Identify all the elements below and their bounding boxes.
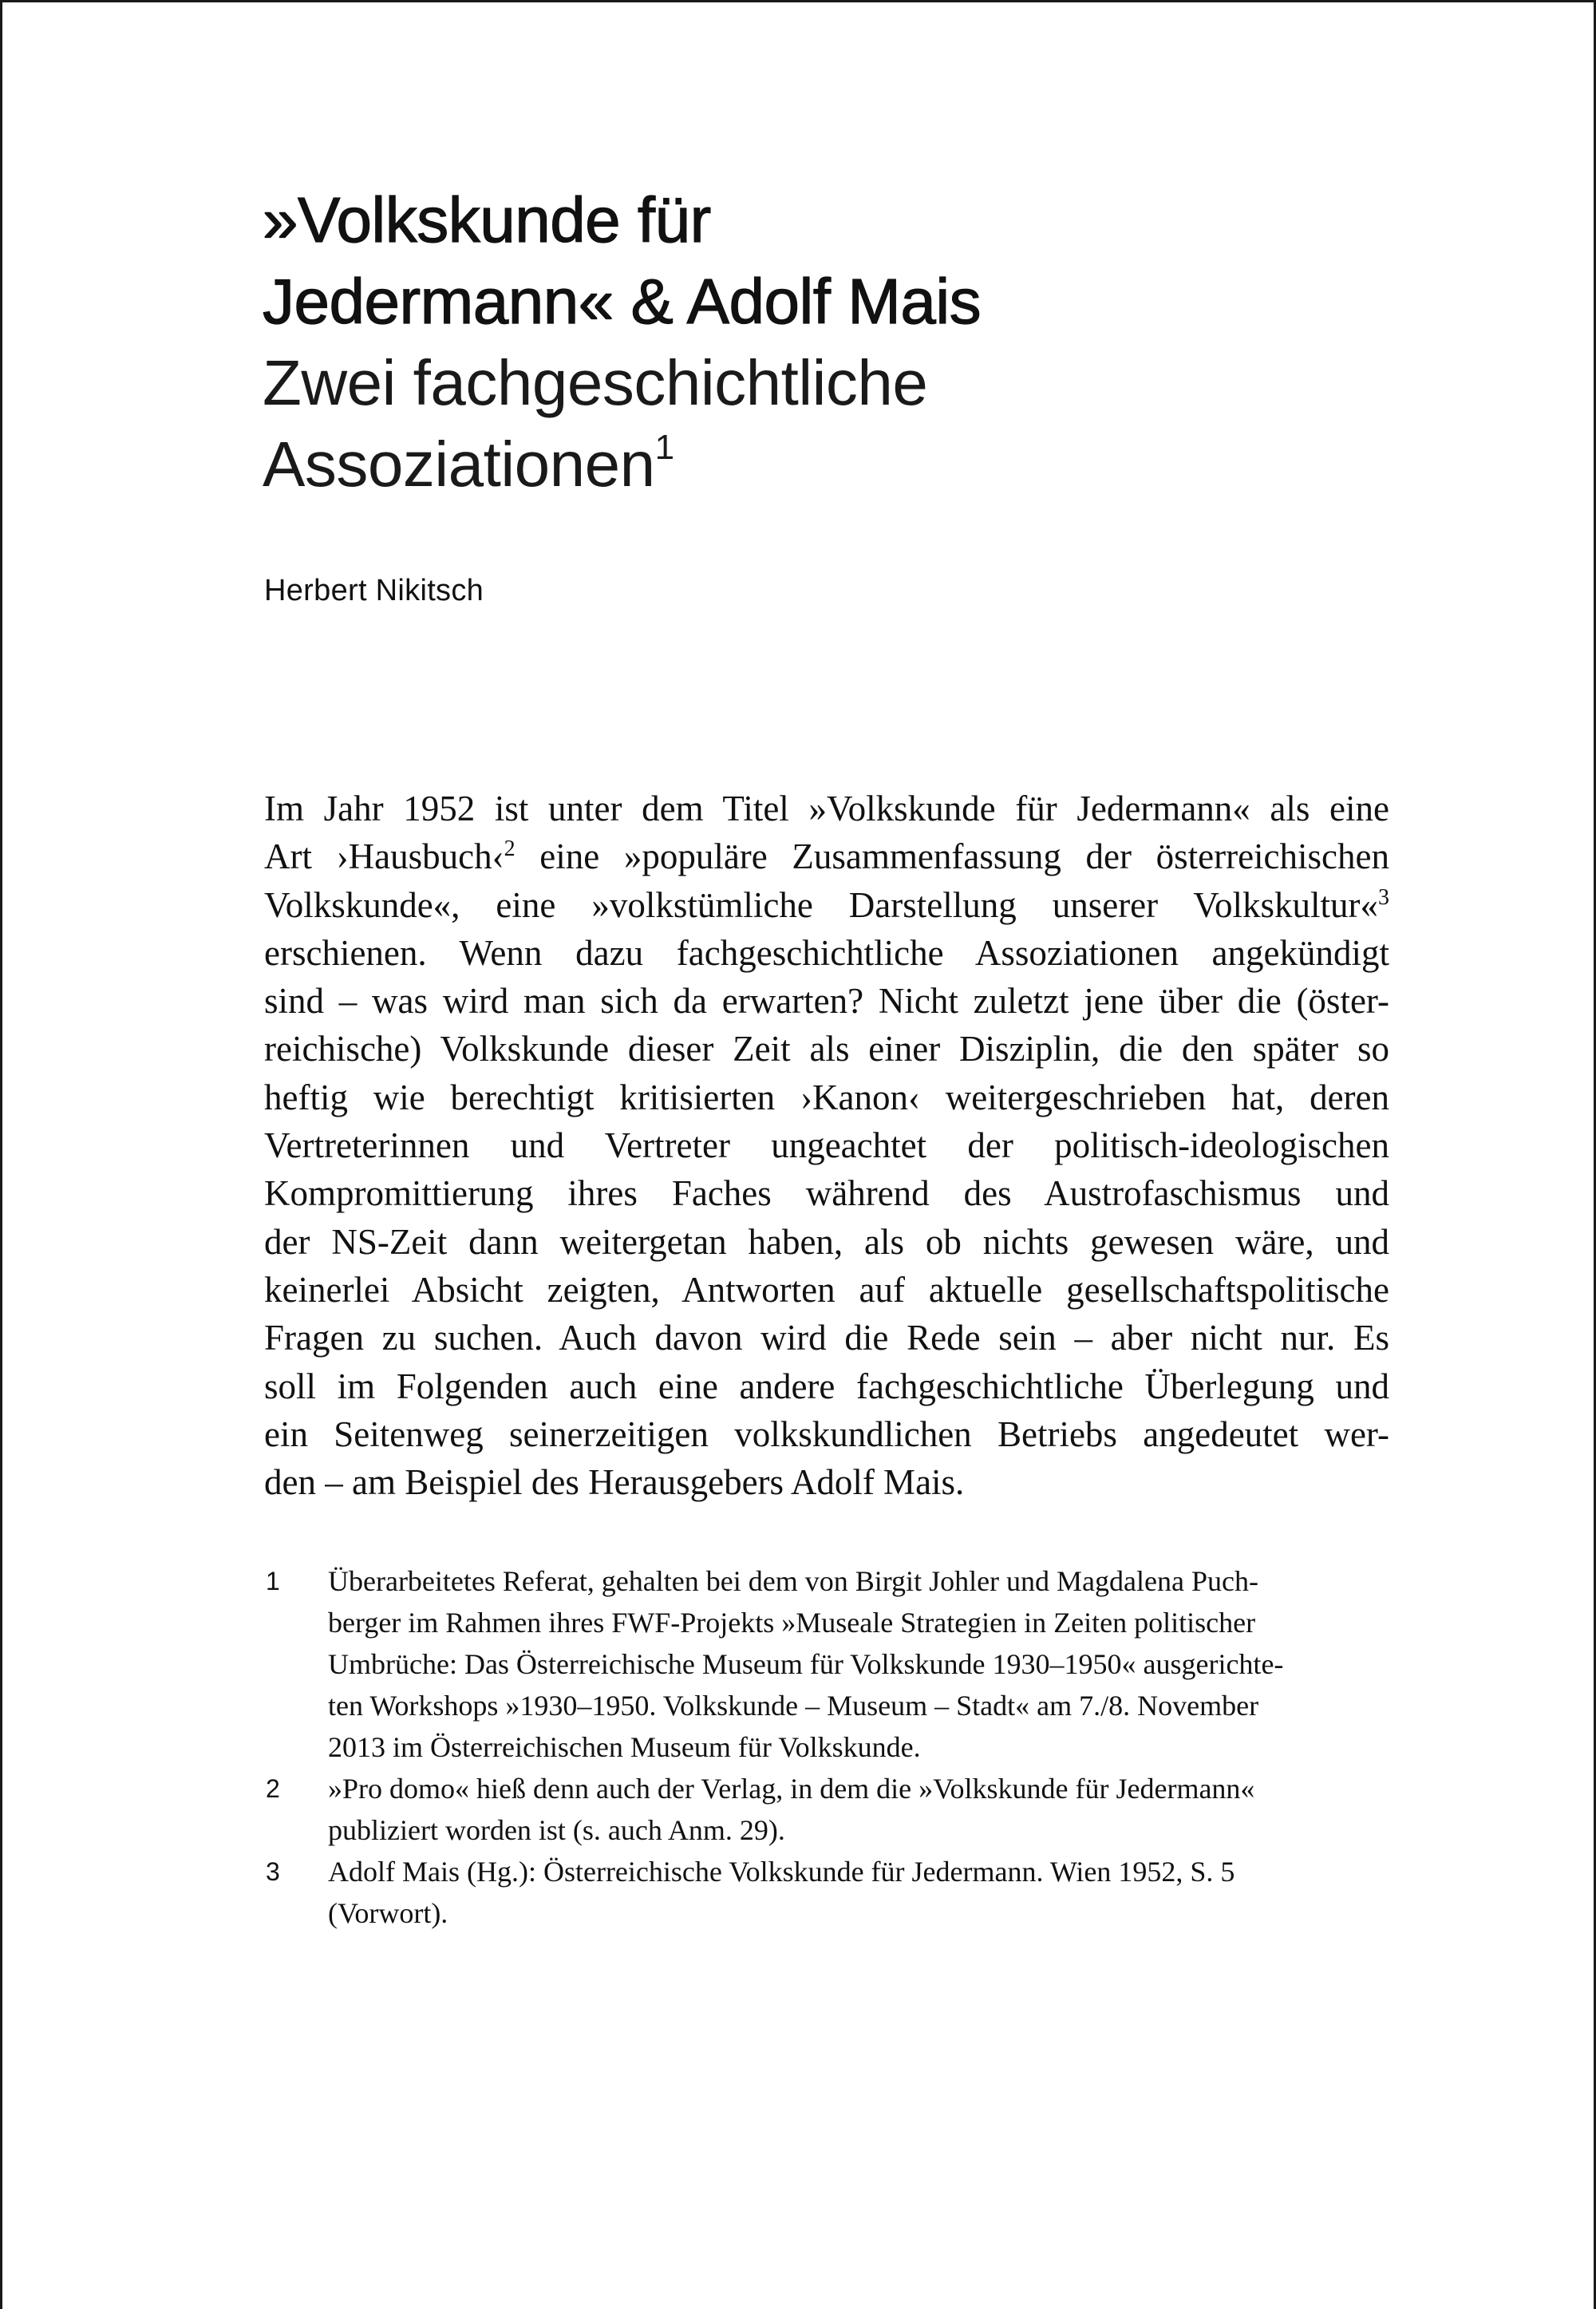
subtitle-line-2-text: Assoziationen bbox=[263, 429, 655, 500]
body-line: den – am Beispiel des Herausgebers Adolf Mais. bbox=[264, 1462, 965, 1503]
body-line: erschienen. Wenn dazu fachgeschichtliche Assoziationen angekündigt bbox=[264, 932, 1389, 973]
footnote-line: Überarbeitetes Referat, gehalten bei dem von Birgit Johler und Magdalena Puch- bbox=[328, 1565, 1258, 1597]
subtitle-line-2 bbox=[263, 424, 1380, 505]
title-main-line-1: »Volkskunde für bbox=[263, 184, 711, 255]
body-line bbox=[264, 832, 1389, 880]
body-line: Fragen zu suchen. Auch davon wird die Rede sein – aber nicht nur. Es bbox=[264, 1318, 1389, 1358]
footnote-ref-3[interactable]: 3 bbox=[1378, 884, 1389, 910]
author-name: Herbert Nikitsch bbox=[264, 574, 484, 607]
body-line: keinerlei Absicht zeigten, Antworten auf aktuelle gesellschaftspolitische bbox=[264, 1269, 1389, 1310]
footnote-line: publiziert worden ist (s. auch Anm. 29). bbox=[328, 1814, 785, 1846]
body-line: Kompromittierung ihres Faches während des Austrofaschismus und bbox=[264, 1173, 1389, 1214]
body-line: sind – was wird man sich da erwarten? Nicht zuletzt jene über die (öster- bbox=[264, 981, 1389, 1022]
footnote-line: »Pro domo« hieß denn auch der Verlag, in dem die »Volkskunde für Jedermann« bbox=[328, 1773, 1255, 1805]
footnote-1 bbox=[264, 1560, 1397, 1768]
article-title bbox=[263, 180, 1380, 505]
body-line: reichische) Volkskunde dieser Zeit als einer Disziplin, die den später so bbox=[264, 1029, 1389, 1069]
body-line: soll im Folgenden auch eine andere fachgeschichtliche Überlegung und bbox=[264, 1366, 1389, 1406]
footnote-line: Umbrüche: Das Österreichische Museum für Volkskunde 1930–1950« ausgerichte- bbox=[328, 1648, 1284, 1680]
footnote-3 bbox=[264, 1851, 1397, 1934]
footnote-number: 1 bbox=[266, 1567, 280, 1595]
footnote-line: 2013 im Österreichischen Museum für Volkskunde. bbox=[328, 1731, 921, 1763]
body-line bbox=[264, 881, 1389, 929]
body-line-text: eine »populäre Zusammenfassung der österreichischen bbox=[515, 836, 1389, 877]
footnote-number: 2 bbox=[266, 1774, 280, 1803]
body-line: ein Seitenweg seinerzeitigen volkskundlichen Betriebs angedeutet wer- bbox=[264, 1413, 1389, 1454]
footnote-ref-1[interactable]: 1 bbox=[654, 428, 674, 467]
body-line-text: Volkskunde«, eine »volkstümliche Darstellung unserer Volkskultur« bbox=[264, 884, 1378, 925]
body-line: heftig wie berechtigt kritisierten ›Kanon‹ weitergeschrieben hat, deren bbox=[264, 1077, 1389, 1117]
body-line-text: Art ›Hausbuch‹ bbox=[264, 836, 504, 877]
footnote-line: Adolf Mais (Hg.): Österreichische Volkskunde für Jedermann. Wien 1952, S. 5 bbox=[328, 1856, 1235, 1888]
footnote-line: berger im Rahmen ihres FWF-Projekts »Museale Strategien in Zeiten politischer bbox=[328, 1607, 1256, 1639]
title-main-line-2: Jedermann« & Adolf Mais bbox=[263, 266, 982, 337]
footnote-line: (Vorwort). bbox=[328, 1897, 448, 1929]
footnote-number: 3 bbox=[266, 1857, 280, 1886]
body-paragraph bbox=[264, 785, 1389, 1506]
subtitle-line-1: Zwei fachgeschichtliche bbox=[263, 347, 928, 418]
body-line: Im Jahr 1952 ist unter dem Titel »Volkskunde für Jedermann« als eine bbox=[264, 789, 1389, 828]
footnotes bbox=[264, 1560, 1397, 1934]
footnote-line: ten Workshops »1930–1950. Volkskunde – Museum – Stadt« am 7./8. November bbox=[328, 1690, 1259, 1722]
footnote-ref-2[interactable]: 2 bbox=[504, 836, 516, 862]
body-line: der NS-Zeit dann weitergetan haben, als ob nichts gewesen wäre, und bbox=[264, 1221, 1389, 1262]
body-line: Vertreterinnen und Vertreter ungeachtet der politisch-ideologischen bbox=[264, 1125, 1389, 1166]
footnote-2 bbox=[264, 1768, 1397, 1851]
